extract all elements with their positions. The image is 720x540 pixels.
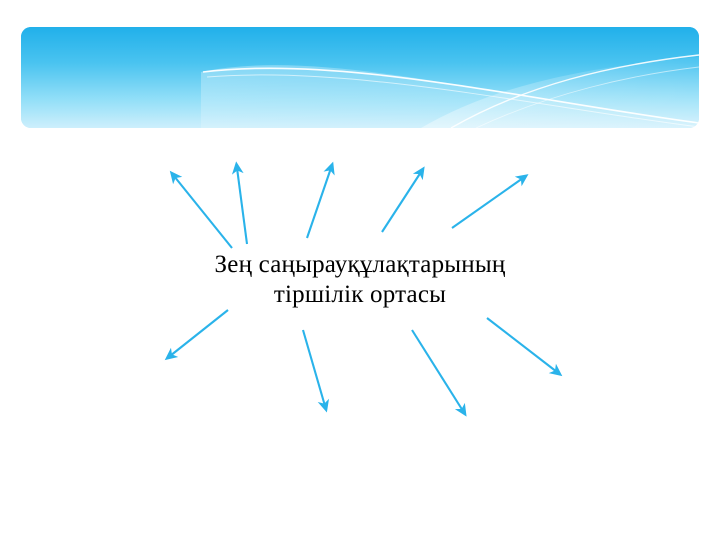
arrow-up-right-3 <box>307 168 331 238</box>
arrow-up-right-5 <box>452 178 523 228</box>
arrow-up-2 <box>237 168 247 244</box>
arrow-down-8 <box>412 330 463 411</box>
arrow-up-left-1 <box>174 176 232 248</box>
arrow-down-left-6 <box>170 310 228 356</box>
arrow-down-right-9 <box>487 318 557 372</box>
slide-title-line-2: тіршілік ортасы <box>273 281 447 308</box>
arrow-up-right-4 <box>382 172 421 232</box>
slide-title-line-1: Зең саңырауқұлақтарының <box>214 251 506 278</box>
decorative-header-banner <box>21 27 699 128</box>
slide-title <box>140 250 580 310</box>
arrow-down-7 <box>303 330 325 406</box>
banner-wave-graphic <box>21 27 699 128</box>
